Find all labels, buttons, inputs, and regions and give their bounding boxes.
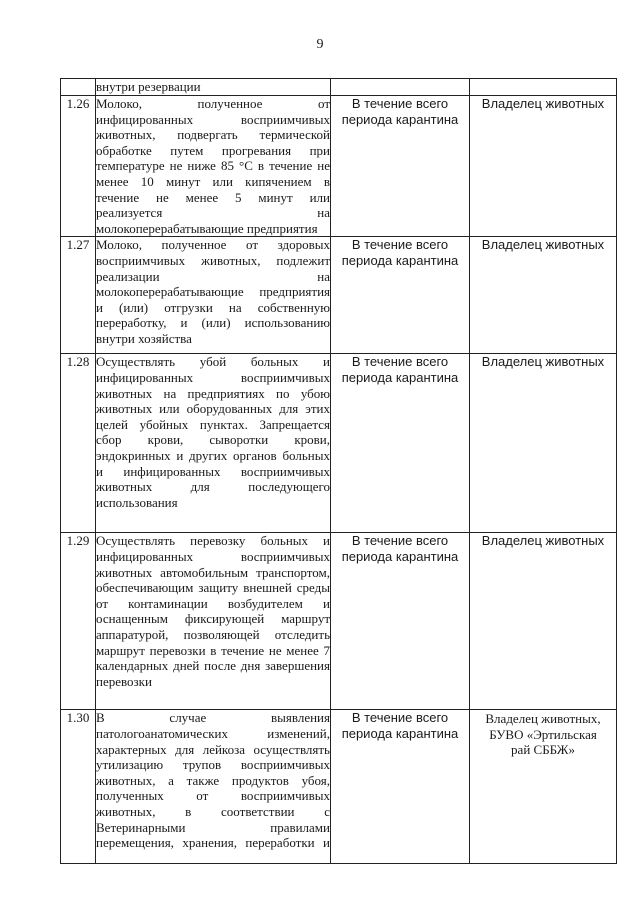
table-row xyxy=(61,533,617,710)
text-line: реализации на xyxy=(96,268,330,284)
responsible-cell xyxy=(470,354,617,533)
table-row-continuation xyxy=(61,79,617,96)
text-line: животных автомобильным транспортом, xyxy=(96,564,330,580)
term-line: периода карантина xyxy=(341,369,459,385)
term-cell xyxy=(331,354,470,533)
term-line: В течение всего xyxy=(351,96,449,111)
responsible-cell xyxy=(470,96,617,237)
text-line: молокоперерабатывающие предприятия xyxy=(96,284,330,300)
text-line: сбор крови, сыворотки крови, xyxy=(96,432,330,448)
text-line: календарных дней после дня завершения xyxy=(96,658,330,674)
term-cell xyxy=(331,96,470,237)
text-line: Ветеринарными правилами xyxy=(96,819,330,835)
text-line: маршрут перевозки в течение не менее 7 xyxy=(96,642,330,658)
text-line: животных или оборудованных для этих xyxy=(96,401,330,417)
text-line: и (или) отгрузки на собственную xyxy=(96,299,330,315)
row-number-cell: 1.27 xyxy=(61,237,96,354)
table-row xyxy=(61,710,617,864)
row-number-cell xyxy=(61,79,96,96)
text-line: переработку, и (или) использованию xyxy=(96,315,330,331)
text-line: течение не менее 5 минут или xyxy=(96,189,330,205)
text-line: инфицированных восприимчивых xyxy=(96,111,330,127)
text-line: восприимчивых животных, подлежит xyxy=(96,252,330,268)
responsible-line: Владелец животных xyxy=(481,533,605,549)
responsible-cell xyxy=(470,710,617,864)
table-row xyxy=(61,96,617,237)
responsible-line: Владелец животных xyxy=(481,354,605,370)
text-line: аппаратурой, позволяющей отследить xyxy=(96,626,330,642)
page-number: 9 xyxy=(316,37,324,52)
measure-text-cell xyxy=(96,237,331,354)
responsible-line: рай СББЖ» xyxy=(511,742,575,758)
term-cell xyxy=(331,237,470,354)
text-line: обеспечивающим защиту внешней среды xyxy=(96,580,330,596)
text-line: перевозки xyxy=(96,673,152,689)
text-line: эндокринных и других органов больных xyxy=(96,447,330,463)
term-line: В течение всего xyxy=(351,237,449,253)
text-line: Осуществлять перевозку больных и xyxy=(96,533,330,549)
row-number-cell: 1.29 xyxy=(61,533,96,710)
responsible-cell xyxy=(470,79,617,96)
responsible-line: Владелец животных, xyxy=(485,711,601,727)
text-line: В случае выявления xyxy=(96,710,330,726)
measures-table xyxy=(60,78,617,864)
measure-text-cell xyxy=(96,354,331,533)
measure-text-cell xyxy=(96,79,331,96)
table-row xyxy=(61,354,617,533)
term-line: периода карантина xyxy=(341,111,459,127)
text-line: перемещения, хранения, переработки и xyxy=(96,835,330,851)
text-line: инфицированных восприимчивых xyxy=(96,369,330,385)
text-line: менее 10 минут или кипячением в xyxy=(96,173,330,189)
measure-text-cell xyxy=(96,96,331,237)
text-line: животных на предприятиях по убою xyxy=(96,385,330,401)
text-line: животных для последующего xyxy=(96,479,330,495)
text-line: полученных от восприимчивых xyxy=(96,788,330,804)
row-number-cell: 1.28 xyxy=(61,354,96,533)
responsible-cell xyxy=(470,237,617,354)
row-number-cell: 1.26 xyxy=(61,96,96,237)
term-line: В течение всего xyxy=(351,354,449,370)
term-line: периода карантина xyxy=(341,252,459,268)
term-cell xyxy=(331,710,470,864)
text-line: оснащенным фиксирующей маршрут xyxy=(96,611,330,627)
term-cell xyxy=(331,79,470,96)
text-line: животных, в соответствии с xyxy=(96,803,330,819)
term-cell xyxy=(331,533,470,710)
text-line: молокоперерабатывающие предприятия xyxy=(96,220,318,236)
text-line: целей убойных пунктах. Запрещается xyxy=(96,416,330,432)
text-line: внутри хозяйства xyxy=(96,330,192,346)
text-line: использования xyxy=(96,494,178,510)
text-line: от контаминации возбудителем и xyxy=(96,595,330,611)
text-line: животных, подвергать термической xyxy=(96,127,330,143)
row-number-cell: 1.30 xyxy=(61,710,96,864)
text-line: Осуществлять убой больных и xyxy=(96,354,330,370)
text-line: Молоко, полученное от здоровых xyxy=(96,237,330,253)
measure-text-cell xyxy=(96,533,331,710)
measure-text-cell xyxy=(96,710,331,864)
responsible-line: Владелец животных xyxy=(481,237,605,253)
text-line: внутри резервации xyxy=(96,79,201,94)
term-line: В течение всего xyxy=(351,710,449,726)
text-line: температуре не ниже 85 °С в течение не xyxy=(96,158,330,174)
term-line: периода карантина xyxy=(341,725,459,741)
text-line: животных, а также продуктов убоя, xyxy=(96,772,330,788)
text-line: патологоанатомических изменений, xyxy=(96,725,330,741)
text-line: и инфицированных восприимчивых xyxy=(96,463,330,479)
text-line: реализуется на xyxy=(96,205,330,221)
term-line: В течение всего xyxy=(351,533,449,549)
table-row xyxy=(61,237,617,354)
text-line: Молоко, полученное от xyxy=(96,96,330,111)
responsible-cell xyxy=(470,533,617,710)
responsible-line: БУВО «Эртильская xyxy=(489,726,597,742)
responsible-line: Владелец животных xyxy=(481,96,605,111)
text-line: утилизацию трупов восприимчивых xyxy=(96,757,330,773)
text-line: обработке путем прогревания при xyxy=(96,142,330,158)
text-line: характерных для лейкоза осуществлять xyxy=(96,741,330,757)
text-line: инфицированных восприимчивых xyxy=(96,548,330,564)
term-line: периода карантина xyxy=(341,548,459,564)
